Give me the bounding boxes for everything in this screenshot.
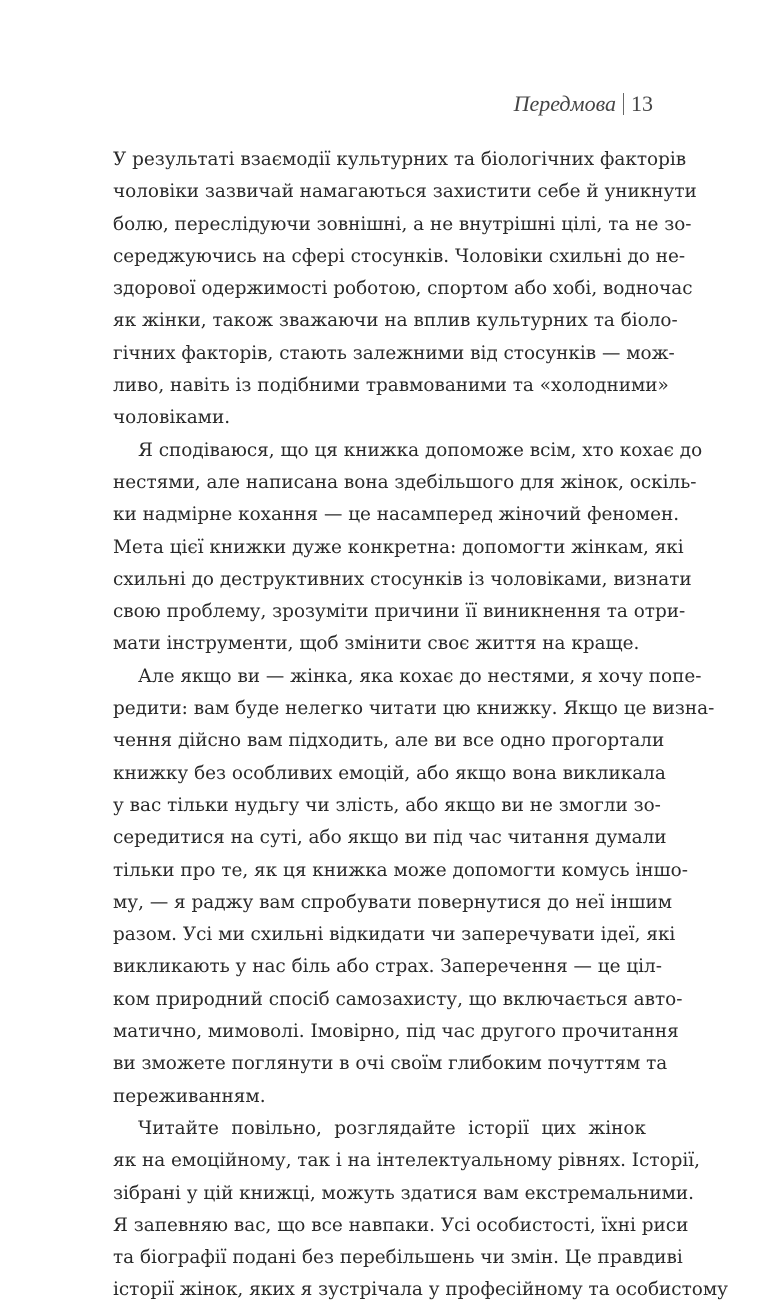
text-line: У результаті взаємодії культурних та біологічних факторів	[113, 149, 687, 170]
section-title: Передмова	[513, 91, 616, 116]
text-line: чоловіками.	[113, 407, 231, 429]
text-line: ви зможете поглянути в очі своїм глибоким почуттям та	[113, 1053, 668, 1075]
page-number: 13	[631, 91, 653, 116]
text-line: здорової одержимості роботою, спортом або хобі, водночас	[113, 278, 693, 300]
text-line: Я сподіваюся, що ця книжка допоможе всім, хто кохає до	[138, 439, 703, 461]
text-line: Читайте повільно, розглядайте історії цих жінок	[138, 1117, 646, 1139]
text-line: разом. Усі ми схильні відкидати чи заперечувати ідеї, які	[113, 924, 676, 946]
text-line: нестями, але написана вона здебільшого для жінок, оскіль-	[113, 471, 697, 493]
text-line: чоловіки зазвичай намагаються захистити себе й уникнути	[113, 181, 697, 203]
text-line: як жінки, також зважаючи на вплив культурних та біоло-	[113, 310, 678, 332]
paragraph	[113, 144, 697, 435]
text-line: історії жінок, яких я зустрічала у професійному та особистому	[113, 1279, 728, 1301]
text-line: тільки про те, як ця книжка може допомогти комусь іншо-	[113, 859, 688, 881]
text-line: Але якщо ви — жінка, яка кохає до нестями, я хочу попе-	[138, 665, 702, 687]
text-line: у вас тільки нудьгу чи злість, або якщо ви не змогли зо-	[113, 794, 661, 816]
running-head	[514, 90, 653, 118]
body-text	[113, 144, 728, 1307]
text-line: зібрані у цій книжці, можуть здатися вам екстремальними.	[113, 1182, 695, 1204]
text-line: свою проблему, зрозуміти причини її виникнення та отри-	[113, 601, 686, 623]
paragraph	[113, 435, 703, 661]
paragraph	[113, 661, 715, 1113]
text-line: викликають у нас біль або страх. Заперечення — це ціл-	[113, 956, 662, 978]
text-line: схильні до деструктивних стосунків із чоловіками, визнати	[113, 568, 692, 590]
text-line: мати інструменти, щоб змінити своє життя на краще.	[113, 633, 640, 655]
text-line: середитися на суті, або якщо ви під час читання думали	[113, 827, 667, 849]
text-line: Я запевняю вас, що все навпаки. Усі особистості, їхні риси	[113, 1214, 689, 1236]
text-line: му, — я раджу вам спробувати повернутися до неї іншим	[113, 891, 673, 913]
text-line: переживанням.	[113, 1085, 266, 1107]
text-line: болю, переслідуючи зовнішні, а не внутрішні цілі, та не зо-	[113, 213, 692, 235]
header-divider	[623, 93, 624, 115]
text-line: ком природний спосіб самозахисту, що включається авто-	[113, 988, 683, 1010]
text-line: матично, мимоволі. Імовірно, під час другого прочитання	[113, 1021, 679, 1043]
text-line: як на емоційному, так і на інтелектуальному рівнях. Історії,	[113, 1150, 700, 1172]
text-line: чення дійсно вам підходить, але ви все одно прогортали	[113, 730, 665, 752]
text-line: редити: вам буде нелегко читати цю книжку. Якщо це визна-	[113, 698, 715, 720]
text-line: середжуючись на сфері стосунків. Чоловіки схильні до не-	[113, 245, 686, 267]
text-line: та біографії подані без перебільшень чи змін. Це правдиві	[113, 1247, 683, 1269]
text-line: Мета цієї книжки дуже конкретна: допомогти жінкам, які	[113, 536, 684, 558]
text-line: гічних факторів, стають залежними від стосунків — мож-	[113, 342, 675, 364]
text-line: ки надмірне кохання — це насамперед жіночий феномен.	[113, 504, 680, 526]
text-line: ливо, навіть із подібними травмованими та «холодними»	[113, 375, 669, 397]
paragraph	[113, 1113, 728, 1307]
text-line: книжку без особливих емоцій, або якщо вона викликала	[113, 762, 666, 784]
